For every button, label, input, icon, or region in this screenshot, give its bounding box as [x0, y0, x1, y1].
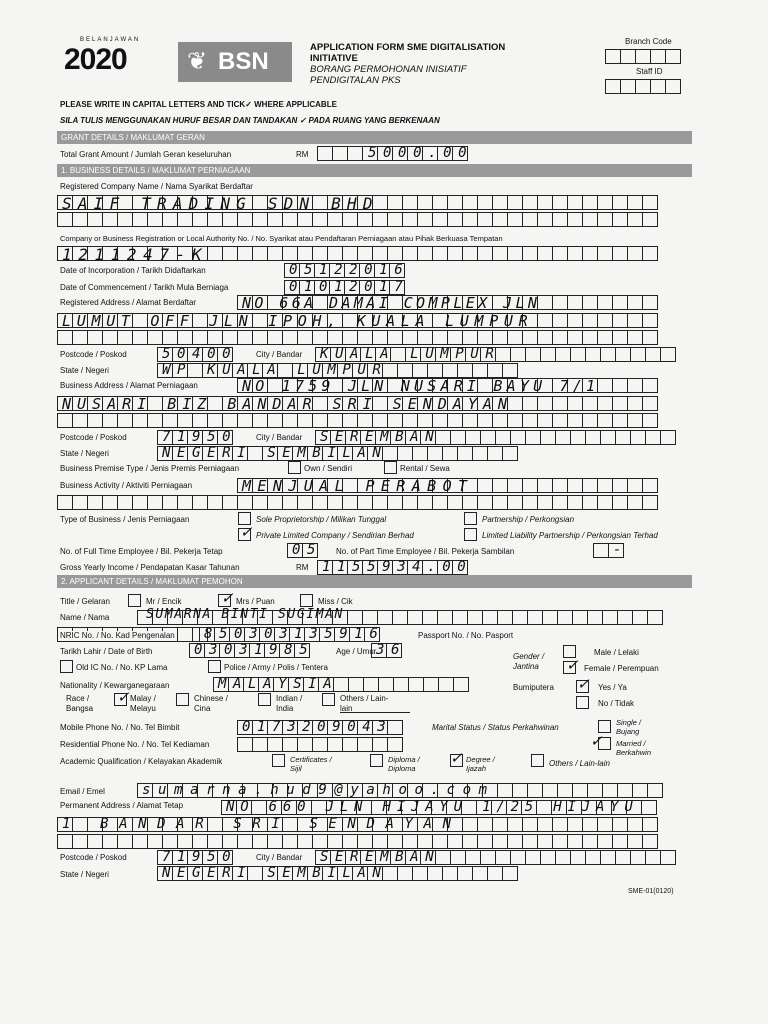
subtitle-line-2: PENDIGITALAN PKS	[310, 75, 401, 86]
title-label: Title / Gelaran	[60, 597, 110, 606]
title-line-1: APPLICATION FORM SME DIGITALISATION	[310, 42, 506, 53]
perm-state-label: State / Negeri	[60, 870, 109, 879]
age-label: Age / Umur	[336, 647, 377, 656]
old-ic-checkbox[interactable]	[60, 660, 73, 673]
single-checkbox[interactable]	[598, 720, 611, 733]
biz-state-label: State / Negeri	[60, 449, 109, 458]
mobile-value: 0173209043	[242, 719, 393, 735]
name-value: SUMARNA BINTI SUGIMAN	[146, 607, 344, 622]
llp-checkbox[interactable]	[464, 528, 477, 541]
company-name-boxes-row2[interactable]	[58, 212, 658, 227]
female-label: Female / Perempuan	[584, 664, 659, 673]
premise-type-label: Business Premise Type / Jenis Premis Perniagaan	[60, 464, 240, 473]
degree-tick-icon: ✓	[450, 750, 463, 767]
registration-no-value: 1211247-K	[62, 245, 209, 264]
mobile-label: Mobile Phone No. / No. Tel Bimbit	[60, 723, 180, 732]
mr-checkbox[interactable]	[128, 594, 141, 607]
sole-prop-label: Sole Proprietorship / Milikan Tunggal	[256, 515, 387, 524]
instruction-ms: SILA TULIS MENGGUNAKAN HURUF BESAR DAN TANDAKAN ✓ PADA RUANG YANG BERKENAAN	[60, 116, 440, 125]
perm-postcode-label: Postcode / Poskod	[60, 853, 127, 862]
bumi-no-checkbox[interactable]	[576, 696, 589, 709]
others-academic-label: Others / Lain-lain	[549, 759, 610, 768]
degree-label: Degree / Ijazah	[466, 755, 495, 773]
others-race-label: Others / Lain-lain	[340, 694, 389, 713]
staff-id-label: Staff ID	[636, 67, 663, 76]
perm-postcode-value: 71950	[162, 849, 238, 865]
name-label: Name / Nama	[60, 613, 110, 622]
diploma-checkbox[interactable]	[370, 754, 383, 767]
academic-label: Academic Qualification / Kelayakan Akademik	[60, 757, 223, 766]
rental-checkbox[interactable]	[384, 461, 397, 474]
form-title	[310, 42, 505, 86]
business-address-label: Business Address / Alamat Perniagaan	[60, 381, 198, 390]
company-name-label: Registered Company Name / Nama Syarikat Berdaftar	[60, 182, 253, 191]
own-checkbox[interactable]	[288, 461, 301, 474]
reg-state-label: State / Negeri	[60, 366, 109, 375]
gross-income-rm-label: RM	[296, 563, 309, 572]
registered-address-boxes-3[interactable]	[58, 330, 658, 345]
registration-no-label: Company or Business Registration or Local Authority No. / No. Syarikat atau Pendaftaran Perniagaan atau Pihak Berkuasa Tempatan	[60, 234, 503, 243]
police-checkbox[interactable]	[208, 660, 221, 673]
nric-value: 850303135916	[204, 626, 385, 642]
registered-address-label: Registered Address / Alamat Berdaftar	[60, 298, 197, 307]
age-value: 36	[376, 642, 407, 658]
incorporation-value: 05122016	[289, 262, 410, 278]
married-tick-icon: ✓	[590, 733, 603, 750]
bumiputera-label: Bumiputera	[513, 683, 554, 692]
no-label: No / Tidak	[598, 699, 635, 708]
permanent-address-boxes-3[interactable]	[58, 834, 658, 849]
biz-postcode-value: 71950	[162, 429, 238, 445]
subtitle-line-1: BORANG PERMOHONAN INISIATIF	[310, 64, 467, 75]
old-ic-label: Old IC No. / No. KP Lama	[76, 663, 168, 672]
form-code: SME-01(0120)	[628, 888, 674, 895]
gross-income-value: 1155934.00	[322, 559, 473, 575]
business-section-header: 1. BUSINESS DETAILS / MAKLUMAT PERNIAGAAN	[57, 164, 692, 177]
certificates-checkbox[interactable]	[272, 754, 285, 767]
biz-city-label: City / Bandar	[256, 433, 303, 442]
married-label: Married / Berkahwin	[616, 739, 652, 757]
permanent-address-value-2: 1 BANDAR SRI SENDAYAN	[62, 816, 462, 832]
biz-state-value: NEGERI SEMBILAN	[162, 445, 388, 461]
business-address-value-2: NUSARI BIZ BANDAR SRI SENDAYAN	[62, 395, 513, 413]
residential-boxes[interactable]	[238, 737, 403, 752]
chinese-label: Chinese / Cina	[194, 694, 228, 713]
certificates-label: Certificates / Sijil	[290, 755, 332, 773]
budget-logo	[60, 37, 170, 83]
reg-city-value: KUALA LUMPUR	[320, 346, 501, 362]
incorporation-label: Date of Incorporation / Tarikh Didaftarkan	[60, 266, 206, 275]
reg-postcode-label: Postcode / Poskod	[60, 350, 127, 359]
gross-income-label: Gross Yearly Income / Pendapatan Kasar Tahunan	[60, 563, 240, 572]
tree-icon: ❦	[186, 48, 208, 75]
private-ltd-label: Private Limited Company / Sendirian Berhad	[256, 531, 414, 540]
others-race-checkbox[interactable]	[322, 693, 335, 706]
applicant-section-header: 2. APPLICANT DETAILS / MAKLUMAT PEMOHON	[57, 575, 692, 588]
gender-label: Gender / Jantina	[513, 652, 545, 671]
business-address-boxes-3[interactable]	[58, 413, 658, 428]
reg-state-value: WP KUALA LUMPUR	[162, 362, 388, 378]
biz-city-value: SEREMBAN	[320, 429, 441, 445]
marital-label: Marital Status / Status Perkahwinan	[432, 723, 559, 732]
bumi-yes-tick-icon: ✓	[577, 676, 590, 693]
male-label: Male / Lelaki	[594, 648, 639, 657]
yes-label: Yes / Ya	[598, 683, 627, 692]
partnership-label: Partnership / Perkongsian	[482, 515, 575, 524]
private-ltd-tick-icon: ✓	[240, 524, 253, 541]
reg-city-label: City / Bandar	[256, 350, 303, 359]
mrs-label: Mrs / Puan	[236, 597, 275, 606]
title-line-2: INITIATIVE	[310, 53, 358, 64]
nationality-value: MALAYSIA	[218, 676, 339, 692]
company-name-value: SAIF TRADING SDN BHD	[62, 194, 379, 213]
rm-label: RM	[296, 150, 309, 159]
branch-code-boxes[interactable]	[606, 49, 681, 64]
police-label: Police / Army / Polis / Tentera	[224, 663, 328, 672]
type-of-business-label: Type of Business / Jenis Perniagaan	[60, 515, 190, 524]
race-label: Race / Bangsa	[66, 694, 94, 713]
mr-label: Mr / Encik	[146, 597, 182, 606]
reg-postcode-value: 50400	[162, 346, 238, 362]
registered-address-value-1: NO 66A DAMAI COMPLEX JLN	[242, 294, 541, 312]
perm-city-value: SEREMBAN	[320, 849, 441, 865]
indian-label: Indian / India	[276, 694, 303, 713]
email-label: Email / Emel	[60, 787, 105, 796]
nric-label: NRIC No. / No. Kad Pengenalan	[60, 631, 175, 640]
perm-city-label: City / Bandar	[256, 853, 303, 862]
perm-state-value: NEGERI SEMBILAN	[162, 865, 388, 881]
grant-section-header: GRANT DETAILS / MAKLUMAT GERAN	[57, 131, 692, 144]
residential-label: Residential Phone No. / No. Tel Kediaman	[60, 740, 210, 749]
staff-id-boxes[interactable]	[606, 79, 681, 94]
email-value: sumarna.hud9@yahoo.com	[142, 782, 495, 798]
business-activity-label: Business Activity / Aktiviti Perniagaan	[60, 481, 193, 490]
budget-word: BELANJAWAN	[80, 37, 141, 43]
own-label: Own / Sendiri	[304, 464, 353, 473]
part-time-label: No. of Part Time Employee / Bil. Pekerja Sambilan	[336, 547, 515, 556]
dob-label: Tarikh Lahir / Date of Birth	[60, 647, 153, 656]
mrs-tick-icon: ✓	[221, 590, 234, 607]
biz-postcode-label: Postcode / Poskod	[60, 433, 127, 442]
permanent-address-value-1: NO 660 JLN HIJAYU 1/25 HIJAYU	[226, 799, 639, 815]
budget-year: 2020	[64, 43, 127, 76]
rental-label: Rental / Sewa	[400, 464, 450, 473]
registered-address-value-2: LUMUT OFF JLN IPOH, KUALA LUMPUR	[62, 312, 534, 330]
grant-amount-value: 5000.00	[368, 145, 474, 161]
part-time-value: -	[613, 542, 629, 558]
instruction-en: PLEASE WRITE IN CAPITAL LETTERS AND TICK✓ WHERE APPLICABLE	[60, 100, 337, 109]
business-activity-boxes-2[interactable]	[58, 495, 658, 510]
single-label: Single / Bujang	[616, 718, 642, 736]
bank-name: BSN	[218, 48, 269, 75]
full-time-label: No. of Full Time Employee / Bil. Pekerja Tetap	[60, 547, 223, 556]
others-race-line[interactable]	[340, 712, 410, 713]
indian-checkbox[interactable]	[258, 693, 271, 706]
total-grant-label: Total Grant Amount / Jumlah Geran keseluruhan	[60, 150, 232, 159]
miss-label: Miss / Cik	[318, 597, 353, 606]
miss-checkbox[interactable]	[300, 594, 313, 607]
nationality-label: Nationality / Kewarganegaraan	[60, 681, 170, 690]
malay-label: Malay / Melayu	[130, 694, 156, 713]
llp-label: Limited Liability Partnership / Perkongsian Terhad	[482, 531, 658, 540]
business-address-value-1: NO 1759 JLN NUSARI BAYU 7/1	[242, 377, 600, 395]
passport-label: Passport No. / No. Pasport	[418, 631, 514, 640]
female-tick-icon: ✓	[566, 657, 579, 674]
diploma-label: Diploma / Diploma	[388, 755, 420, 773]
commencement-value: 01012017	[289, 279, 410, 295]
dob-value: 03031985	[194, 642, 315, 658]
malay-tick-icon: ✓	[117, 689, 130, 706]
branch-code-label: Branch Code	[625, 37, 672, 46]
full-time-value: 05	[292, 542, 323, 558]
commencement-label: Date of Commencement / Tarikh Mula Berniaga	[60, 283, 229, 292]
bsn-logo	[178, 42, 292, 82]
others-academic-checkbox[interactable]	[531, 754, 544, 767]
business-activity-value: MENJUAL PERABOT	[242, 477, 474, 495]
chinese-checkbox[interactable]	[176, 693, 189, 706]
partnership-checkbox[interactable]	[464, 512, 477, 525]
permanent-address-label: Permanent Address / Alamat Tetap	[60, 801, 184, 810]
